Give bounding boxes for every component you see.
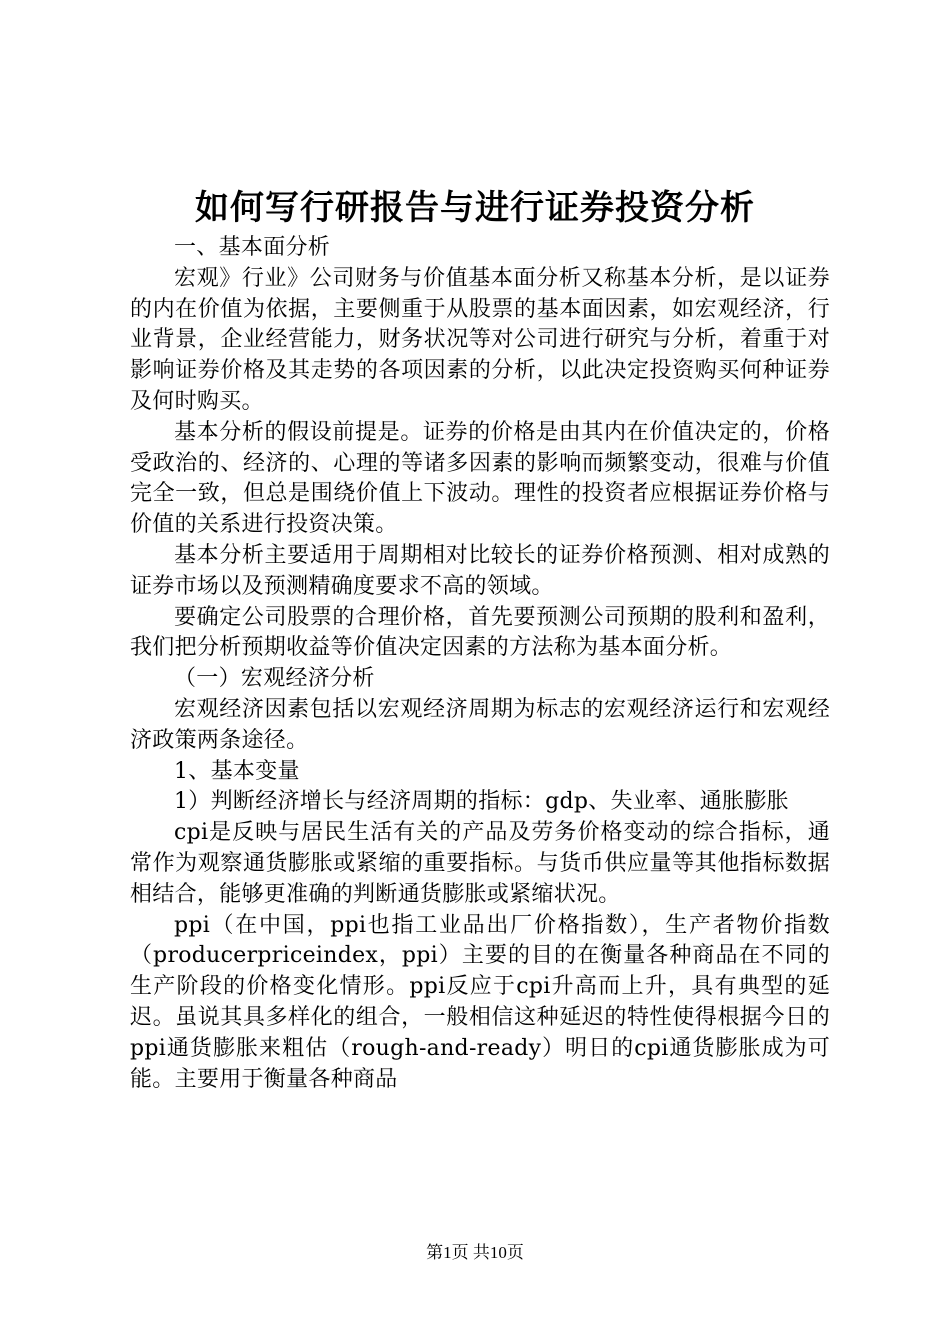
paragraph-assumption: 基本分析的假设前提是。证券的价格是由其内在价值决定的，价格受政治的、经济的、心理的等诸多因素的影响而频繁变动，很难与价值完全一致，但总是围绕价值上下波动。理性的投资者应根据证券价格与价值的关系进行投资决策。	[130, 419, 830, 538]
paragraph-macro-factors: 宏观经济因素包括以宏观经济周期为标志的宏观经济运行和宏观经济政策两条途径。	[130, 696, 830, 753]
paragraph-definition: 宏观》行业》公司财务与价值基本面分析又称基本分析，是以证券的内在价值为依据，主要侧重于从股票的基本面因素，如宏观经济，行业背景，企业经营能力，财务状况等对公司进行研究与分析，着重于对影响证券价格及其走势的各项因素的分析，以此决定投资购买何种证券及何时购买。	[130, 265, 830, 414]
subsection-heading-macro: （一）宏观经济分析	[174, 666, 375, 692]
paragraph-cpi: cpi是反映与居民生活有关的产品及劳务价格变动的综合指标，通常作为观察通货膨胀或紧缩的重要指标。与货币供应量等其他指标数据相结合，能够更准确的判断通货膨胀或紧缩状况。	[130, 820, 830, 907]
document-title: 如何写行研报告与进行证券投资分析	[195, 188, 755, 228]
paragraph-ppi: ppi（在中国，ppi也指工业品出厂价格指数），生产者物价指数（producerpriceindex，ppi）主要的目的在衡量各种商品在不同的生产阶段的价格变化情形。ppi反应于cpi升高而上升，具有典型的延迟。虽说其具多样化的组合，一般相信这种延迟的特性使得根据今日的ppi通货膨胀来粗估（rough-and-ready）明日的cpi通货膨胀成为可能。主要用于衡量各种商品	[130, 912, 830, 1092]
paragraph-applicability: 基本分析主要适用于周期相对比较长的证券价格预测、相对成熟的证券市场以及预测精确度要求不高的领域。	[130, 542, 830, 599]
subheading-basic-variables: 1、基本变量	[174, 758, 300, 784]
paragraph-reasonable-price: 要确定公司股票的合理价格，首先要预测公司预期的股利和盈利，我们把分析预期收益等价值决定因素的方法称为基本面分析。	[130, 604, 830, 661]
document-body	[130, 233, 830, 1095]
list-item-growth-indicators: 1）判断经济增长与经济周期的指标：gdp、失业率、通胀膨胀	[174, 789, 789, 815]
page-footer: 第1页 共10页	[426, 1243, 524, 1262]
section-heading-fundamental-analysis: 一、基本面分析	[174, 235, 331, 260]
